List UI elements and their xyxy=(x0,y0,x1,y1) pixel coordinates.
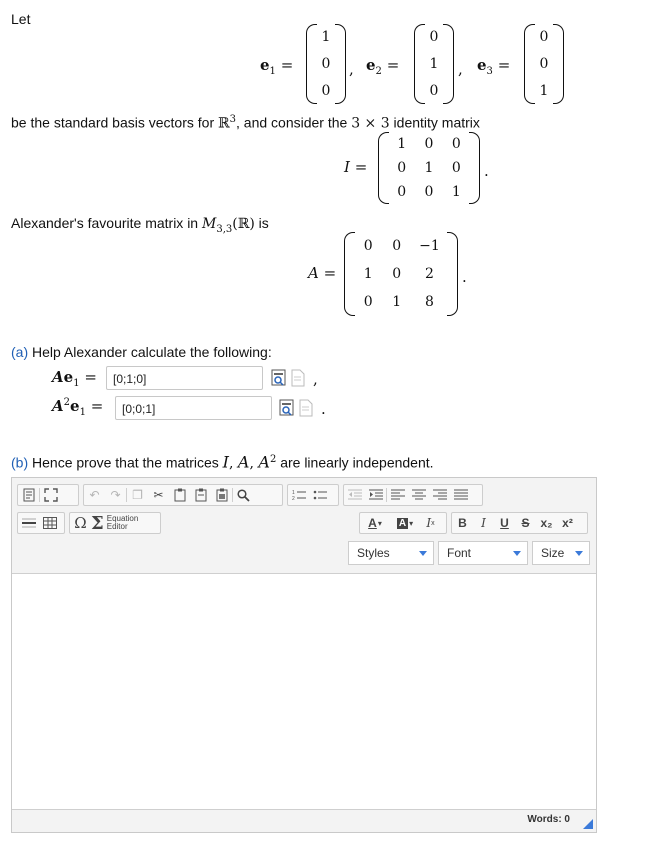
answer-1-label: $Ae_1$ = xyxy=(52,368,97,389)
favourite-sentence: Alexander's favourite matrix in $M_{3,3}(ℝ)$ is xyxy=(11,215,269,235)
styles-dropdown-label: Styles xyxy=(357,546,390,560)
outdent-icon[interactable] xyxy=(344,485,365,505)
matrix-entry: 1 xyxy=(397,136,407,152)
comma: , xyxy=(458,60,463,78)
numbered-list-icon[interactable] xyxy=(288,485,309,505)
toolbar-group-clipboard xyxy=(83,484,283,506)
matrix-entry: 0 xyxy=(392,238,402,254)
equation-editor-label: Equation Editor xyxy=(106,514,139,531)
matrix-entry: 0 xyxy=(363,238,373,254)
e2-label: $e_2$ = xyxy=(366,56,400,77)
size-dropdown-label: Size xyxy=(541,546,565,560)
comma: , xyxy=(349,60,354,78)
answer-2-label: $A^2e_1$ = xyxy=(52,397,104,418)
toolbar-group-lists xyxy=(287,484,339,506)
maximize-icon[interactable] xyxy=(40,485,61,505)
editor-toolbar xyxy=(12,478,596,574)
bg-color-button[interactable]: A ▾ xyxy=(398,517,414,529)
toolbar-group-basic-styles xyxy=(451,512,588,534)
size-dropdown[interactable] xyxy=(532,541,590,565)
special-char-icon[interactable]: Ω xyxy=(74,514,87,532)
part-b-label: (b) xyxy=(11,454,29,471)
part-b-heading: (b) Hence prove that the matrices I, A, $A^2$ are linearly independent. xyxy=(11,452,434,472)
toolbar-group-colors xyxy=(359,512,447,534)
remove-format-icon[interactable]: I x xyxy=(426,516,435,530)
undo-icon[interactable]: ↶ xyxy=(89,488,100,502)
matrix-entry: 2 xyxy=(425,266,434,282)
editor-content-area[interactable] xyxy=(12,574,596,810)
rich-text-editor xyxy=(11,477,597,833)
matrix-entry: 1 xyxy=(392,294,402,310)
matrix-entry: 0 xyxy=(321,82,331,99)
answer-2-input[interactable]: [0;0;1] xyxy=(115,396,272,420)
strikethrough-button[interactable]: S xyxy=(521,516,530,530)
matrix-entry: 0 xyxy=(539,29,549,46)
identity-label: I = xyxy=(344,158,368,176)
matrix-entry: 1 xyxy=(451,184,461,200)
matrix-entry: 1 xyxy=(539,82,549,99)
matrix-entry: 0 xyxy=(451,136,461,152)
italic-button[interactable]: I xyxy=(481,516,486,530)
matrix-entry: 0 xyxy=(429,82,439,99)
chevron-down-icon xyxy=(575,551,583,556)
period: . xyxy=(462,268,467,286)
justify-icon[interactable] xyxy=(450,485,471,505)
matrix-entry: 0 xyxy=(392,266,402,282)
font-dropdown-label: Font xyxy=(447,546,472,560)
align-right-icon[interactable] xyxy=(429,485,450,505)
editor-status-bar xyxy=(12,809,596,832)
font-dropdown[interactable] xyxy=(438,541,528,565)
underline-button[interactable]: U xyxy=(500,516,509,530)
part-a-label: (a) xyxy=(11,344,29,360)
table-icon[interactable] xyxy=(39,513,60,533)
part-a-heading: (a) Help Alexander calculate the following: xyxy=(11,344,272,360)
subscript-button[interactable]: x₂ xyxy=(540,516,553,530)
matrix-entry: 0 xyxy=(429,29,439,46)
find-icon[interactable] xyxy=(233,485,254,505)
matrix-entry: 1 xyxy=(321,29,331,46)
matrix-entry: 0 xyxy=(424,184,434,200)
period: . xyxy=(321,400,326,418)
paste-icon[interactable] xyxy=(169,485,190,505)
chevron-down-icon xyxy=(419,551,427,556)
align-center-icon[interactable] xyxy=(408,485,429,505)
intro-let: Let xyxy=(11,11,31,27)
period: . xyxy=(484,162,489,180)
svg-text:2: 2 xyxy=(291,496,295,501)
bold-button[interactable]: B xyxy=(458,516,467,530)
toolbar-group-insert xyxy=(17,512,65,534)
redo-icon[interactable]: ↷ xyxy=(110,488,121,502)
toolbar-group-align xyxy=(343,484,483,506)
e1-label: $e_1$ = xyxy=(260,56,294,77)
answer-1-input[interactable]: [0;1;0] xyxy=(106,366,263,390)
e2-vector xyxy=(414,24,454,104)
basis-sentence: be the standard basis vectors for ℝ$^3$, and consider the 3 × 3 identity matrix xyxy=(11,114,480,132)
identity-matrix xyxy=(378,132,480,204)
text-color-button[interactable]: A ▾ xyxy=(368,516,382,530)
matrix-entry: 1 xyxy=(363,266,373,282)
e3-label: $e_3$ = xyxy=(477,56,511,77)
horizontal-line-icon[interactable] xyxy=(18,513,39,533)
matrix-entry: 0 xyxy=(451,160,461,176)
cut-icon[interactable]: ✂ xyxy=(153,488,164,502)
chevron-down-icon xyxy=(513,551,521,556)
superscript-button[interactable]: x² xyxy=(562,516,573,530)
toolbar-group-view xyxy=(17,484,79,506)
matrix-a-label: A = xyxy=(308,264,337,282)
align-left-icon[interactable] xyxy=(387,485,408,505)
document-icon[interactable] xyxy=(290,369,306,387)
matrix-entry: 0 xyxy=(397,184,407,200)
document-icon[interactable] xyxy=(298,399,314,417)
source-icon[interactable] xyxy=(18,485,39,505)
bulleted-list-icon[interactable] xyxy=(309,485,330,505)
comma: , xyxy=(313,370,318,388)
matrix-entry: 1 xyxy=(429,55,439,72)
paste-text-icon[interactable] xyxy=(190,485,211,505)
sigma-icon: Σ xyxy=(91,512,104,534)
paste-word-icon[interactable] xyxy=(211,485,232,505)
toolbar-group-math xyxy=(69,512,161,534)
matrix-entry: 0 xyxy=(397,160,407,176)
matrix-entry: 0 xyxy=(321,55,331,72)
resize-handle-icon[interactable] xyxy=(583,819,593,829)
svg-text:1: 1 xyxy=(291,490,295,496)
matrix-entry: 0 xyxy=(424,136,434,152)
matrix-entry: 0 xyxy=(363,294,373,310)
matrix-a xyxy=(344,232,458,316)
preview-icon[interactable] xyxy=(271,369,287,387)
copy-icon[interactable]: ❐ xyxy=(132,488,143,502)
matrix-entry: 0 xyxy=(539,55,549,72)
preview-icon[interactable] xyxy=(279,399,295,417)
matrix-entry: 1 xyxy=(424,160,434,176)
word-count: Words: 0 xyxy=(527,814,570,825)
indent-icon[interactable] xyxy=(365,485,386,505)
e3-vector xyxy=(524,24,564,104)
matrix-entry: 8 xyxy=(425,294,434,310)
e1-vector xyxy=(306,24,346,104)
styles-dropdown[interactable] xyxy=(348,541,434,565)
equation-editor-button[interactable] xyxy=(91,513,153,533)
matrix-entry: −1 xyxy=(419,238,440,254)
